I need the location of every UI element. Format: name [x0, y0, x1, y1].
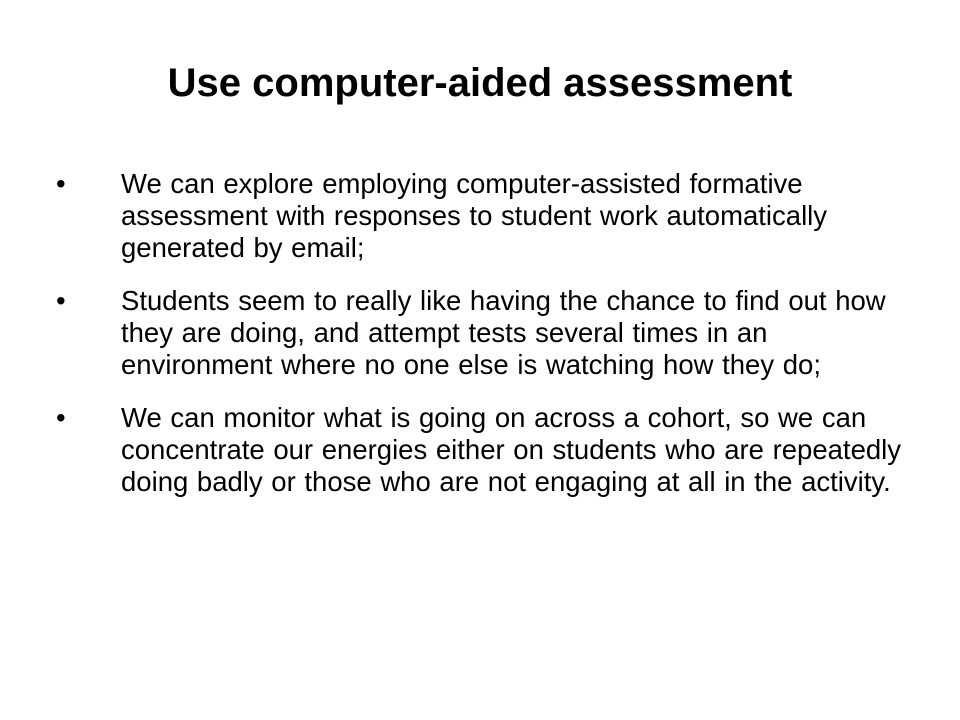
- bullet-text: We can monitor what is going on across a cohort, so we can concentrate our energies either on students who are repeatedly doing badly or those who are not engaging at all in the activity.: [121, 402, 902, 497]
- bullet-text: Students seem to really like having the chance to find out how they are doing, and attempt tests several times in an environment where no one else is watching how they do;: [121, 285, 886, 380]
- bullet-text: We can explore employing computer-assisted formative assessment with responses to student work automatically generated by email;: [121, 168, 828, 263]
- bullet-item: [0, 402, 911, 498]
- bullet-item: [0, 168, 911, 264]
- bullet-list: [0, 168, 960, 519]
- bullet-item: [0, 285, 911, 381]
- bullet-marker: •: [56, 168, 66, 199]
- bullet-marker: •: [56, 402, 66, 433]
- bullet-marker: •: [56, 285, 66, 316]
- slide-title: Use computer-aided assessment: [167, 61, 793, 105]
